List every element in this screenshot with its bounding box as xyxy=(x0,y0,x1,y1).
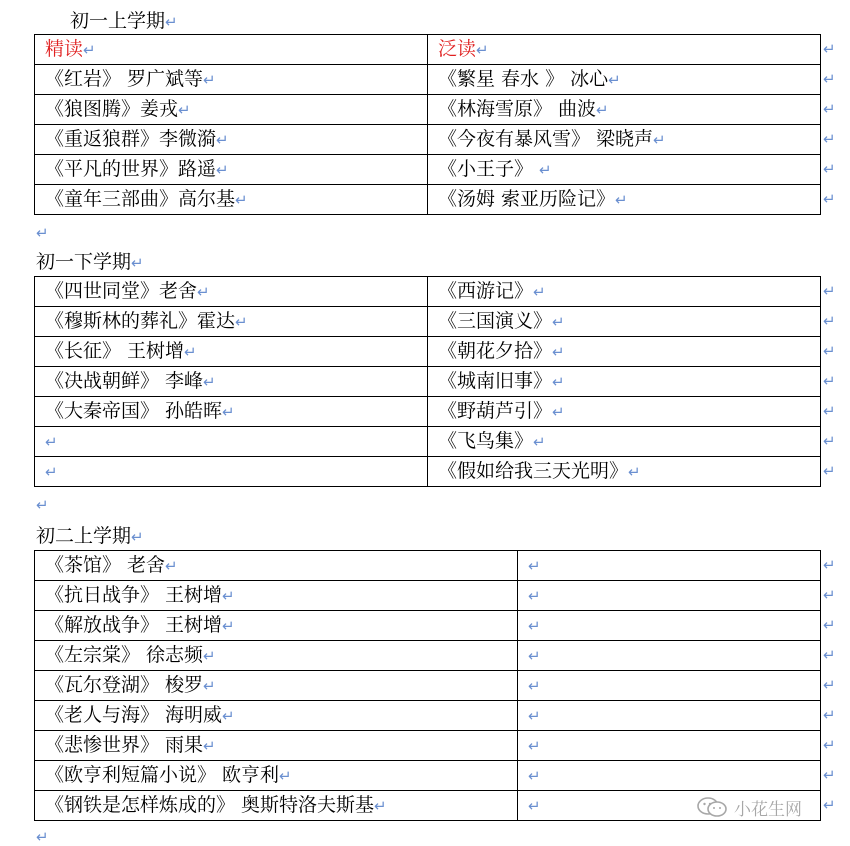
section-heading-3: 初二上学期↵ xyxy=(36,525,144,547)
table-semester-2 xyxy=(34,276,821,487)
table-cell: 《童年三部曲》高尔基↵ xyxy=(35,185,428,215)
table-cell: ↵ xyxy=(518,731,821,761)
table-row xyxy=(35,551,821,581)
table-cell: 《抗日战争》 王树增↵ xyxy=(35,581,518,611)
table-cell: 《解放战争》 王树增↵ xyxy=(35,611,518,641)
table-cell: 《欧亨利短篇小说》 欧亨利↵ xyxy=(35,761,518,791)
table-cell: 《狼图腾》姜戎↵ xyxy=(35,95,428,125)
header-cell-intensive: 精读↵ xyxy=(35,35,428,65)
table-row xyxy=(35,337,821,367)
table-cell: ↵ xyxy=(35,457,428,487)
table-row xyxy=(35,307,821,337)
table-cell: 《飞鸟集》↵ xyxy=(428,427,821,457)
table-semester-3 xyxy=(34,550,821,821)
table-row xyxy=(35,701,821,731)
table-cell: 《悲惨世界》 雨果↵ xyxy=(35,731,518,761)
paragraph-mark: ↵ xyxy=(36,828,49,846)
section-heading-1: 初一上学期↵ xyxy=(70,10,178,32)
table-cell: 《野葫芦引》↵ xyxy=(428,397,821,427)
table-cell: 《汤姆 索亚历险记》↵ xyxy=(428,185,821,215)
table-semester-1 xyxy=(34,34,821,215)
table-row xyxy=(35,761,821,791)
table-row xyxy=(35,185,821,215)
paragraph-mark: ↵ xyxy=(36,224,49,242)
table-cell: 《今夜有暴风雪》 梁晓声↵ xyxy=(428,125,821,155)
table-cell: 《钢铁是怎样炼成的》 奥斯特洛夫斯基↵ xyxy=(35,791,518,821)
table-row xyxy=(35,671,821,701)
table-row xyxy=(35,397,821,427)
table-cell: ↵ xyxy=(518,791,821,821)
table-cell: ↵ xyxy=(518,611,821,641)
wechat-icon xyxy=(696,796,728,818)
table-cell: ↵ xyxy=(35,427,428,457)
table-cell: 《长征》 王树增↵ xyxy=(35,337,428,367)
table-row xyxy=(35,457,821,487)
table-cell: 《穆斯林的葬礼》霍达↵ xyxy=(35,307,428,337)
table-row xyxy=(35,277,821,307)
table-cell: 《大秦帝国》 孙皓晖↵ xyxy=(35,397,428,427)
watermark-text: 小花生网 xyxy=(734,799,802,820)
table-cell: 《假如给我三天光明》↵ xyxy=(428,457,821,487)
table-cell: 《茶馆》 老舍↵ xyxy=(35,551,518,581)
table-cell: 《林海雪原》 曲波↵ xyxy=(428,95,821,125)
table-cell: 《繁星 春水 》 冰心↵ xyxy=(428,65,821,95)
watermark xyxy=(696,792,826,822)
header-cell-extensive: 泛读↵ xyxy=(428,35,821,65)
table-row xyxy=(35,731,821,761)
section-heading-2: 初一下学期↵ xyxy=(36,251,144,273)
table-cell: 《朝花夕拾》↵ xyxy=(428,337,821,367)
table-cell: ↵ xyxy=(518,671,821,701)
table-cell: 《左宗棠》 徐志频↵ xyxy=(35,641,518,671)
table-cell: ↵ xyxy=(518,551,821,581)
table-cell: 《小王子》 ↵ xyxy=(428,155,821,185)
table-row xyxy=(35,641,821,671)
table-cell: 《城南旧事》↵ xyxy=(428,367,821,397)
table-cell: 《三国演义》↵ xyxy=(428,307,821,337)
table-row xyxy=(35,367,821,397)
table-cell: 《决战朝鲜》 李峰↵ xyxy=(35,367,428,397)
table-row xyxy=(35,95,821,125)
table-cell: 《西游记》↵ xyxy=(428,277,821,307)
table-header-row xyxy=(35,35,821,65)
table-cell: 《平凡的世界》路遥↵ xyxy=(35,155,428,185)
table-cell: ↵ xyxy=(518,761,821,791)
table-row xyxy=(35,65,821,95)
table-row xyxy=(35,155,821,185)
table-cell: ↵ xyxy=(518,581,821,611)
table-row xyxy=(35,427,821,457)
table-cell: 《重返狼群》李微漪↵ xyxy=(35,125,428,155)
table-row xyxy=(35,581,821,611)
table-cell: ↵ xyxy=(518,701,821,731)
table-cell: 《红岩》 罗广斌等↵ xyxy=(35,65,428,95)
table-cell: ↵ xyxy=(518,641,821,671)
table-row xyxy=(35,611,821,641)
table-cell: 《瓦尔登湖》 梭罗↵ xyxy=(35,671,518,701)
table-row xyxy=(35,125,821,155)
table-cell: 《老人与海》 海明威↵ xyxy=(35,701,518,731)
paragraph-mark: ↵ xyxy=(36,496,49,514)
table-cell: 《四世同堂》老舍↵ xyxy=(35,277,428,307)
